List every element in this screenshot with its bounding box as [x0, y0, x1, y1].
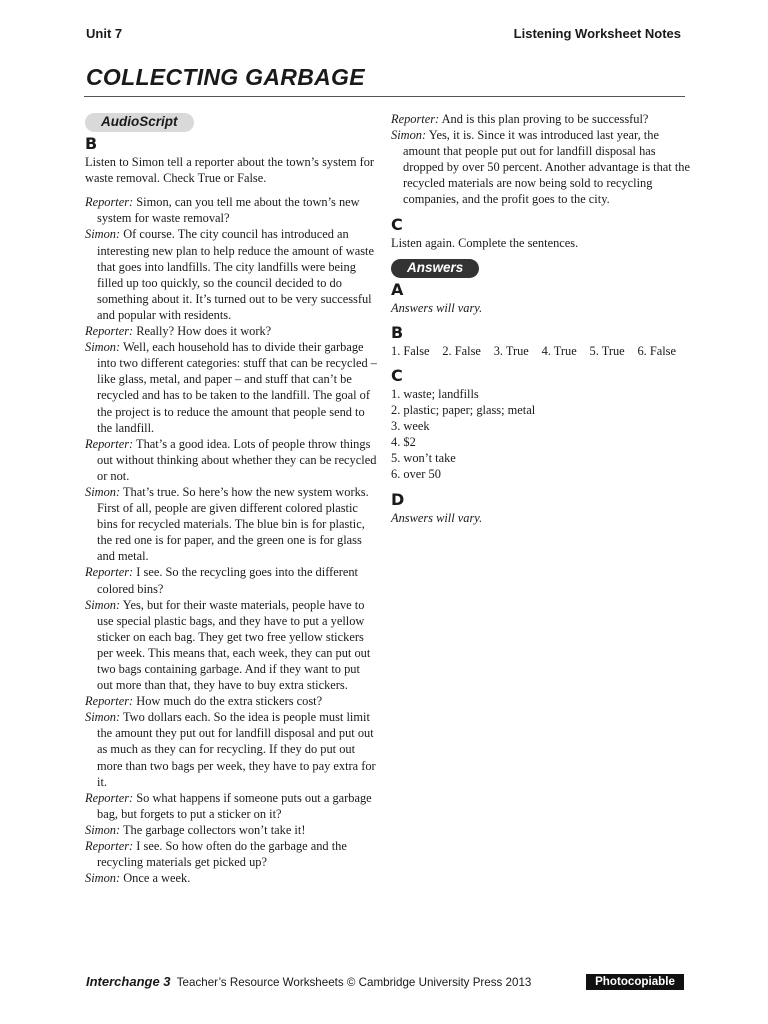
- speaker: Reporter:: [85, 565, 134, 580]
- answer-item: 4. True: [541, 343, 577, 358]
- dialogue-line: [85, 709, 377, 789]
- dialogue-line: [85, 693, 377, 709]
- speaker: Simon:: [85, 871, 121, 886]
- utterance: Yes, it is. Since it was introduced last year, the amount that people put out for landfill disposal has dropped by over 50 percent. Another advantage is that the recycled materials are now being sold to recycling companies, and the profit goes to the city.: [403, 128, 690, 207]
- dialogue-line: [85, 194, 377, 226]
- utterance: Of course. The city council has introduced an interesting new plan to help reduce the amount of waste that goes into landfills. The city landfills were being filled up too quickly, so the council decided to do something about it. It’s turned out to be very successful and popular with residents.: [97, 227, 374, 322]
- copyright-text: Teacher’s Resource Worksheets © Cambridge University Press 2013: [176, 976, 532, 989]
- dialogue-line: [391, 111, 691, 127]
- speaker: Simon:: [391, 128, 427, 143]
- utterance: Yes, but for their waste materials, people have to use special plastic bags, and they have to put a yellow sticker on each bag. They get two free yellow stickers per week. This means that, each week, they can put out two bags containing garbage. And if they want to put out more than that, they have to buy extra stickers.: [97, 597, 371, 693]
- dialogue-line: [85, 564, 377, 596]
- answer-item: 2. False: [442, 343, 481, 358]
- answer-item: 5. True: [589, 343, 625, 358]
- answer-item: 5. won’t take: [391, 451, 456, 466]
- utterance: The garbage collectors won’t take it!: [122, 822, 306, 837]
- dialogue-line: [85, 339, 377, 436]
- answers-b-heading: B: [391, 322, 404, 342]
- speaker: Reporter:: [85, 436, 134, 451]
- dialogue-line: [85, 870, 377, 886]
- dialogue-line: [391, 127, 691, 207]
- dialogue-line: [85, 484, 377, 564]
- speaker: Simon:: [85, 340, 121, 355]
- answers-d-heading: D: [391, 489, 405, 509]
- speaker: Reporter:: [85, 195, 134, 210]
- speaker: Reporter:: [85, 790, 134, 805]
- speaker: Simon:: [85, 597, 121, 612]
- unit-label: Unit 7: [86, 26, 123, 41]
- footer: [86, 974, 531, 989]
- answers-pill: Answers: [391, 259, 479, 278]
- dialogue-line: [85, 822, 377, 838]
- section-b-instructions: Listen to Simon tell a reporter about the town’s system for waste removal. Check True or False.: [85, 155, 375, 186]
- utterance: And is this plan proving to be successful?: [441, 112, 649, 126]
- section-c-instructions: Listen again. Complete the sentences.: [391, 235, 579, 250]
- utterance: Well, each household has to divide their garbage into two different categories: stuff that can be recycled – like glass, metal, and paper – and stuff that can’t be recycled and has to be taken to the landfill. The goal of the project is to reduce the amount that people send to the landfill.: [97, 340, 377, 435]
- dialogue-line: [85, 436, 377, 484]
- answers-a-heading: A: [391, 279, 404, 299]
- answer-item: 6. over 50: [391, 467, 441, 482]
- audioscript-column: [85, 113, 377, 886]
- dialogue-line: [85, 323, 377, 339]
- speaker: Reporter:: [85, 694, 134, 709]
- speaker: Simon:: [85, 822, 121, 837]
- answers-c-list: [391, 386, 691, 483]
- speaker: Simon:: [85, 227, 121, 242]
- brand-name: Interchange 3: [86, 974, 171, 989]
- utterance: That’s a good idea. Lots of people throw things out without thinking about whether they can be recycled or not.: [97, 436, 377, 483]
- speaker: Simon:: [85, 484, 121, 499]
- utterance: So what happens if someone puts out a garbage bag, but forgets to put a sticker on it?: [97, 790, 372, 821]
- dialogue-line: [85, 597, 377, 694]
- section-b-heading: B: [85, 134, 98, 154]
- utterance: I see. So the recycling goes into the different colored bins?: [97, 565, 358, 596]
- utterance: Once a week.: [123, 871, 191, 886]
- answer-item: 4. $2: [391, 435, 416, 450]
- answer-item: 3. True: [493, 343, 529, 358]
- dialogue-line: [85, 838, 377, 870]
- utterance: I see. So how often do the garbage and the recycling materials get picked up?: [97, 839, 347, 870]
- utterance: Two dollars each. So the idea is people must limit the amount they put out for landfill disposal and put out as much as they can for recycling. If they do put out more than two bags per week, they have to pay extra for it.: [97, 710, 376, 789]
- utterance: Really? How does it work?: [136, 324, 272, 339]
- speaker: Simon:: [85, 710, 121, 725]
- dialogue-line: [85, 226, 377, 323]
- answer-item: 3. week: [391, 419, 430, 434]
- photocopiable-badge: Photocopiable: [586, 974, 684, 990]
- answer-item: 6. False: [637, 343, 676, 358]
- speaker: Reporter:: [391, 112, 440, 126]
- answers-d-text: Answers will vary.: [391, 510, 483, 525]
- answers-a-text: Answers will vary.: [391, 300, 483, 315]
- answer-item: 1. waste; landfills: [391, 386, 479, 401]
- utterance: Simon, can you tell me about the town’s new system for waste removal?: [97, 195, 360, 226]
- page-title: COLLECTING GARBAGE: [86, 64, 365, 90]
- answer-item: 1. False: [391, 343, 430, 358]
- dialogue-line: [85, 790, 377, 822]
- audioscript-pill: AudioScript: [85, 113, 194, 132]
- answers-c-heading: C: [391, 365, 403, 385]
- answers-b-list: [391, 343, 676, 359]
- utterance: That’s true. So here’s how the new system works. First of all, people are given different colored plastic bins for recycled materials. The blue bin is for plastic, the red one is for paper, and the green one is for glass and metal.: [97, 484, 369, 564]
- utterance: How much do the extra stickers cost?: [136, 694, 323, 709]
- section-header: Listening Worksheet Notes: [513, 26, 681, 41]
- answers-column: [391, 111, 691, 526]
- answer-item: 2. plastic; paper; glass; metal: [391, 403, 536, 418]
- speaker: Reporter:: [85, 839, 134, 854]
- title-divider: [84, 96, 685, 97]
- section-c-heading: C: [391, 214, 403, 234]
- speaker: Reporter:: [85, 324, 134, 339]
